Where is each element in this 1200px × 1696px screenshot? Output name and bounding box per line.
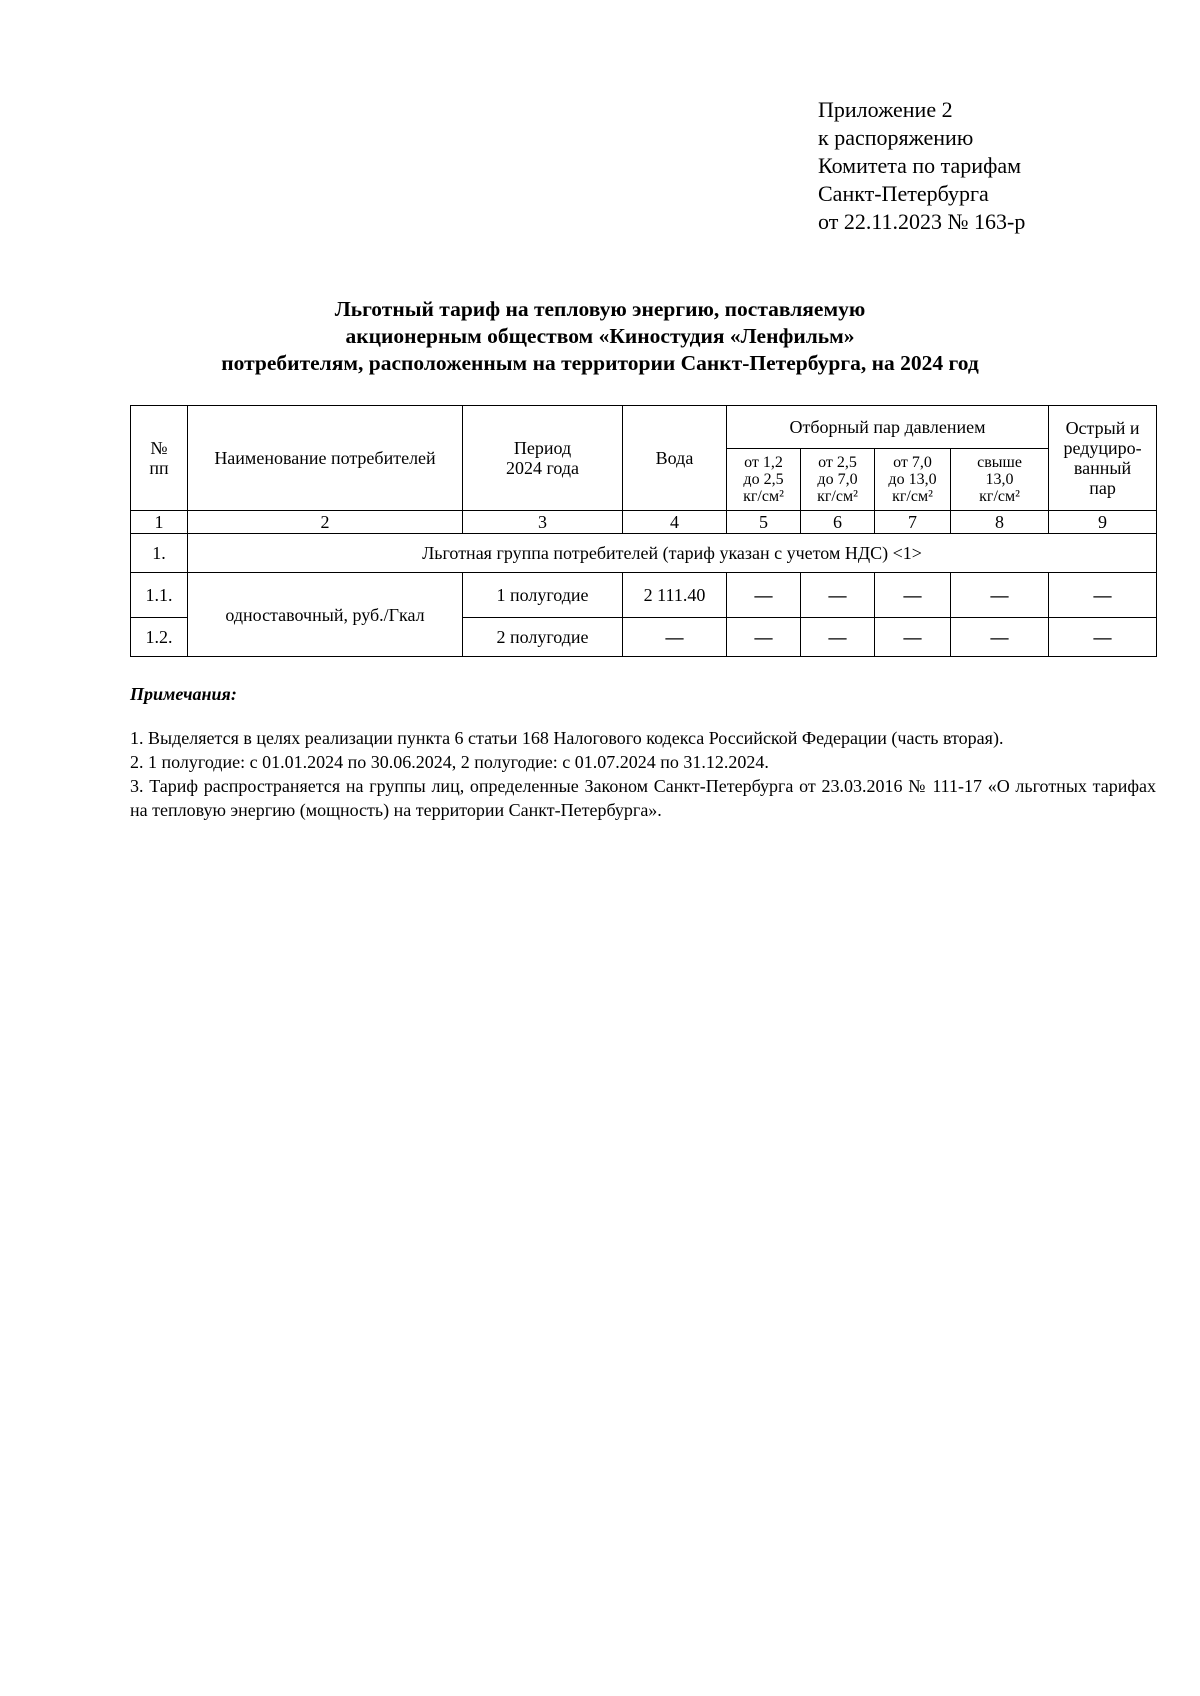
row-num: 1.1. <box>131 573 188 618</box>
title-line: акционерным обществом «Киностудия «Ленфильм» <box>345 324 855 348</box>
column-number: 3 <box>463 511 623 534</box>
header-period-line: 2024 года <box>505 458 580 478</box>
row-cell: — <box>875 618 951 657</box>
pressure-line: кг/см² <box>979 488 1020 505</box>
row-water: 2 111.40 <box>623 573 727 618</box>
row-cell: — <box>875 573 951 618</box>
header-consumer-name: Наименование потребителей <box>188 406 463 511</box>
header-water: Вода <box>623 406 727 511</box>
header-pressure-4 <box>951 449 1049 511</box>
row-water: — <box>623 618 727 657</box>
column-number: 8 <box>951 511 1049 534</box>
header-sharp-line: редуциро- <box>1063 438 1142 458</box>
header-num-line: № <box>150 438 168 458</box>
notes-section <box>130 682 1156 822</box>
pressure-line: до 7,0 <box>817 471 858 488</box>
pressure-line: до 2,5 <box>743 471 784 488</box>
title-line: Льготный тариф на тепловую энергию, поставляемую <box>334 297 866 321</box>
appendix-line: от 22.11.2023 № 163-р <box>818 209 1026 234</box>
notes-title: Примечания: <box>130 684 237 704</box>
column-number: 2 <box>188 511 463 534</box>
pressure-line: кг/см² <box>892 488 933 505</box>
header-period-line: Период <box>513 438 572 458</box>
column-number: 9 <box>1049 511 1157 534</box>
row-cell: — <box>951 573 1049 618</box>
row-period: 1 полугодие <box>463 573 623 618</box>
note-item: 2. 1 полугодие: с 01.01.2024 по 30.06.2024, 2 полугодие: с 01.07.2024 по 31.12.2024. <box>130 752 769 772</box>
row-cell: — <box>801 573 875 618</box>
title-line: потребителям, расположенным на территории Санкт-Петербурга, на 2024 год <box>221 351 979 375</box>
header-steam-group: Отборный пар давлением <box>727 406 1049 449</box>
row-num: 1.2. <box>131 618 188 657</box>
header-sharp-line: пар <box>1089 478 1116 498</box>
appendix-line: Санкт-Петербурга <box>818 181 989 206</box>
pressure-line: от 2,5 <box>818 454 857 471</box>
appendix-line: Приложение 2 <box>818 97 953 122</box>
appendix-line: Комитета по тарифам <box>818 153 1022 178</box>
note-item: 1. Выделяется в целях реализации пункта 6 статьи 168 Налогового кодекса Российской Федерации (часть вторая). <box>130 728 1004 748</box>
pressure-line: до 13,0 <box>888 471 937 488</box>
pressure-line: свыше <box>977 454 1022 471</box>
pressure-line: 13,0 <box>985 471 1014 488</box>
header-pressure-3 <box>875 449 951 511</box>
header-num <box>131 406 188 511</box>
header-row <box>131 406 1157 449</box>
column-number: 7 <box>875 511 951 534</box>
document-title <box>0 296 1200 377</box>
row-cell: — <box>727 618 801 657</box>
consumer-name: одноставочный, руб./Гкал <box>188 573 463 657</box>
header-pressure-2 <box>801 449 875 511</box>
note-item: 3. Тариф распространяется на группы лиц, определенные Законом Санкт-Петербурга от 23.03.2016 № 111-17 «О льготных тарифах на тепловую энергию (мощность) на территории Санкт-Петербурга». <box>130 776 1156 820</box>
pressure-line: кг/см² <box>743 488 784 505</box>
row-cell: — <box>801 618 875 657</box>
header-sharp-steam <box>1049 406 1157 511</box>
pressure-line: от 1,2 <box>744 454 783 471</box>
tariff-table <box>130 405 1157 657</box>
column-number-row <box>131 511 1157 534</box>
pressure-line: от 7,0 <box>893 454 932 471</box>
row-period: 2 полугодие <box>463 618 623 657</box>
row-cell: — <box>1049 618 1157 657</box>
column-number: 6 <box>801 511 875 534</box>
row-cell: — <box>727 573 801 618</box>
column-number: 5 <box>727 511 801 534</box>
group-label: Льготная группа потребителей (тариф указан с учетом НДС) <1> <box>188 534 1157 573</box>
header-sharp-line: ванный <box>1073 458 1132 478</box>
appendix-block <box>818 96 1025 236</box>
appendix-line: к распоряжению <box>818 125 974 150</box>
header-pressure-1 <box>727 449 801 511</box>
column-number: 1 <box>131 511 188 534</box>
pressure-line: кг/см² <box>817 488 858 505</box>
table-row <box>131 573 1157 618</box>
group-num: 1. <box>131 534 188 573</box>
row-cell: — <box>1049 573 1157 618</box>
row-cell: — <box>951 618 1049 657</box>
column-number: 4 <box>623 511 727 534</box>
header-sharp-line: Острый и <box>1065 418 1140 438</box>
header-period <box>463 406 623 511</box>
group-row <box>131 534 1157 573</box>
header-num-line: пп <box>149 458 169 478</box>
